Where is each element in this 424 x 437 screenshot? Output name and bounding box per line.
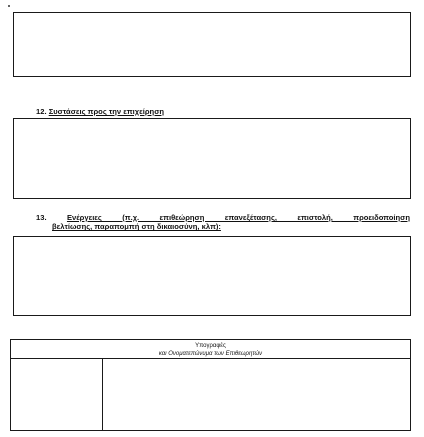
section-12-answer-box[interactable] — [13, 118, 411, 199]
section-13-title-line2: βελτίωσης, παραπομπή στη δικαιοσύνη, κλπ): — [52, 222, 221, 232]
section-13-number: 13. — [36, 213, 47, 222]
signatures-subtitle: και Ονοματεπώνυμα των Επιθεωρητών — [158, 351, 263, 357]
section-12-number: 12. — [36, 107, 47, 116]
signature-cell-left[interactable] — [11, 359, 102, 430]
signatures-title: Υπογραφές — [195, 343, 226, 349]
section-13-heading — [36, 213, 410, 232]
signature-cell-right[interactable] — [103, 359, 410, 430]
section-12-heading — [36, 107, 164, 116]
signatures-table — [10, 339, 411, 431]
signatures-header — [11, 340, 410, 359]
previous-section-answer-box[interactable] — [13, 12, 411, 77]
section-13-title-line1: 13. Ενέργειες (π.χ. επιθεώρηση επανεξέτασης, επιστολή, προειδοποίηση — [36, 213, 410, 222]
section-12-title: Συστάσεις προς την επιχείρηση — [48, 107, 165, 116]
scan-speck — [8, 5, 10, 7]
section-13-answer-box[interactable] — [13, 236, 411, 316]
